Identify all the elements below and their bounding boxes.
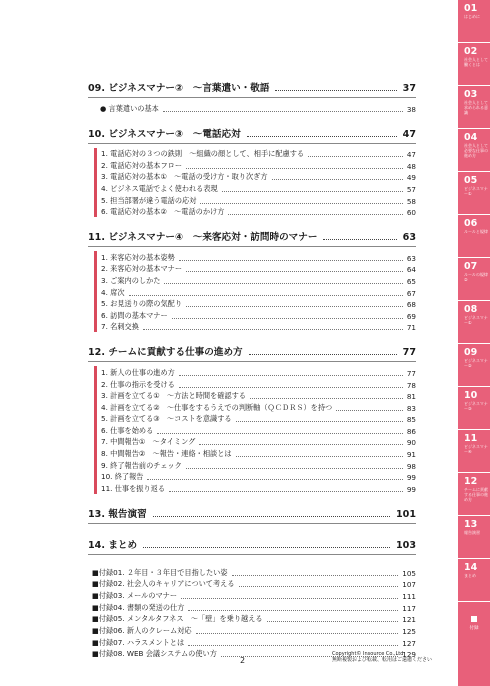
- copyright-text: Copyright© Insource Co.,Ltd: [332, 651, 404, 657]
- chapter-10-items: [94, 148, 416, 218]
- index-tab-12[interactable]: 12 チームに貢献する仕事の進め方: [458, 473, 490, 516]
- chapter-page: 101: [395, 508, 416, 520]
- table-of-contents: [88, 78, 416, 659]
- toc-item[interactable]: 1. 新人の仕事の進め方 77: [101, 367, 416, 378]
- index-tabs: [458, 0, 490, 686]
- dot-leader: [143, 547, 390, 548]
- dot-leader: [247, 136, 397, 137]
- toc-item[interactable]: 1. 来客応対の基本姿勢 63: [101, 252, 416, 263]
- chapter-12-heading[interactable]: [88, 342, 416, 358]
- chapter-11-heading[interactable]: [88, 227, 416, 243]
- toc-item[interactable]: 3. 電話応対の基本① ～電話の受け方・取り次ぎ方 49: [101, 172, 416, 183]
- chapter-rule: [88, 554, 416, 555]
- chapter-page: 63: [402, 232, 416, 244]
- chapter-14-heading[interactable]: [88, 535, 416, 551]
- chapter-09-items: [94, 102, 416, 114]
- toc-item[interactable]: 7. 中間報告① ～タイミング 90: [101, 437, 416, 448]
- toc-item[interactable]: 6. 仕事を始める 86: [101, 425, 416, 436]
- index-tab-02[interactable]: 02 社会人として働くとは: [458, 43, 490, 86]
- toc-item[interactable]: 1. 電話応対の３つの鉄則 ～組織の顔として、相手に配慮する 47: [101, 149, 416, 160]
- index-tab-01[interactable]: 01 はじめに: [458, 0, 490, 43]
- toc-item[interactable]: 4. ビジネス電話でよく使われる表現 57: [101, 183, 416, 194]
- appendix-item[interactable]: ■付録03. メールのマナー 111: [92, 590, 416, 601]
- appendix-list: [92, 566, 416, 660]
- index-tab-07[interactable]: 07 ルールの規律②: [458, 258, 490, 301]
- appendix-item[interactable]: ■付録06. 新人のクレーム対応 125: [92, 625, 416, 636]
- toc-item[interactable]: 3. ご案内のしかた 65: [101, 275, 416, 286]
- chapter-title: 14. まとめ: [88, 539, 138, 551]
- toc-item[interactable]: 7. 名刺交換 71: [101, 322, 416, 333]
- index-tab-08[interactable]: 08 ビジネスマナー①: [458, 301, 490, 344]
- chapter-rule: [88, 523, 416, 524]
- index-tab-06[interactable]: 06 ルールと規律: [458, 215, 490, 258]
- appendix-item[interactable]: ■付録05. メンタルタフネス ～「壁」を乗り越える 121: [92, 614, 416, 625]
- index-tab-appendix[interactable]: 付録: [458, 602, 490, 686]
- page-number: 2: [240, 656, 246, 665]
- toc-item[interactable]: 9. 終了報告前のチェック 98: [101, 460, 416, 471]
- toc-item[interactable]: 2. 来客応対の基本マナー 64: [101, 264, 416, 275]
- toc-item[interactable]: 4. 計画を立てる② ～仕事をするうえでの判断軸（ＱＣＤＲＳ）を持つ 83: [101, 402, 416, 413]
- toc-item[interactable]: 11. 仕事を振り返る 99: [101, 483, 416, 494]
- toc-item[interactable]: 3. 計画を立てる① ～方法と時間を確認する 81: [101, 391, 416, 402]
- toc-item[interactable]: 2. 仕事の指示を受ける 78: [101, 379, 416, 390]
- dot-leader: [153, 516, 390, 517]
- chapter-rule: [88, 361, 416, 362]
- toc-item[interactable]: 5. お見送りの際の気配り 68: [101, 299, 416, 310]
- chapter-page: 77: [402, 347, 416, 359]
- index-tab-10[interactable]: 10 ビジネスマナー③: [458, 387, 490, 430]
- copyright: [332, 651, 432, 663]
- chapter-title: 10. ビジネスマナー③ ～電話応対: [88, 128, 241, 140]
- chapter-rule: [88, 246, 416, 247]
- toc-item[interactable]: 2. 電話応対の基本フロー 48: [101, 160, 416, 171]
- toc-item[interactable]: 6. 電話応対の基本② ～電話のかけ方 60: [101, 207, 416, 218]
- toc-item[interactable]: 5. 担当部署が違う電話の応対 58: [101, 195, 416, 206]
- chapter-title: 13. 報告演習: [88, 508, 147, 520]
- chapter-12-items: [94, 366, 416, 494]
- chapter-page: 47: [402, 128, 416, 140]
- dot-leader: [275, 90, 396, 91]
- appendix-item[interactable]: ■付録08. WEB 会議システムの使い方 129: [92, 649, 416, 660]
- square-icon: [471, 616, 477, 622]
- appendix-item[interactable]: ■付録04. 書類の発送の仕方 117: [92, 602, 416, 613]
- chapter-title: 09. ビジネスマナー② ～言葉遣い・敬語: [88, 83, 270, 94]
- index-tab-13[interactable]: 13 報告演習: [458, 516, 490, 559]
- toc-item[interactable]: 8. 中間報告② ～報告・連絡・相談とは 91: [101, 449, 416, 460]
- chapter-13-heading[interactable]: [88, 504, 416, 520]
- index-tab-09[interactable]: 09 ビジネスマナー②: [458, 344, 490, 387]
- chapter-rule: [88, 143, 416, 144]
- dot-leader: [323, 239, 396, 240]
- toc-item[interactable]: 10. 終了報告 99: [101, 472, 416, 483]
- chapter-page: 37: [402, 83, 416, 94]
- toc-item[interactable]: 5. 計画を立てる③ ～コストを意識する 85: [101, 414, 416, 425]
- chapter-title: 12. チームに貢献する仕事の進め方: [88, 347, 243, 359]
- appendix-item[interactable]: ■付録02. 社会人のキャリアについて考える 107: [92, 579, 416, 590]
- chapter-11-items: [94, 251, 416, 332]
- chapter-title: 11. ビジネスマナー④ ～来客応対・訪問時のマナー: [88, 232, 318, 244]
- index-tab-11[interactable]: 11 ビジネスマナー④: [458, 430, 490, 473]
- index-tab-04[interactable]: 04 社会人として必要な仕事の進め方: [458, 129, 490, 172]
- chapter-rule: [88, 97, 416, 98]
- toc-item[interactable]: 6. 訪問の基本マナー 69: [101, 310, 416, 321]
- chapter-10-heading[interactable]: [88, 124, 416, 140]
- dot-leader: [249, 354, 397, 355]
- index-tab-14[interactable]: 14 まとめ: [458, 559, 490, 602]
- index-tab-05[interactable]: 05 ビジネスマナー①: [458, 172, 490, 215]
- appendix-item[interactable]: ■付録01. ２年目・３年目で目指したい姿 105: [92, 567, 416, 578]
- chapter-page: 103: [395, 539, 416, 551]
- chapter-09-heading[interactable]: [88, 78, 416, 94]
- reproduction-notice: 無断複製および転載、転用はご遠慮ください: [332, 657, 433, 663]
- toc-item[interactable]: 4. 席次 67: [101, 287, 416, 298]
- appendix-item[interactable]: ■付録07. ハラスメントとは 127: [92, 637, 416, 648]
- index-tab-03[interactable]: 03 社会人として求められる意識: [458, 86, 490, 129]
- toc-item[interactable]: ● 言葉遣いの基本 38: [100, 103, 416, 114]
